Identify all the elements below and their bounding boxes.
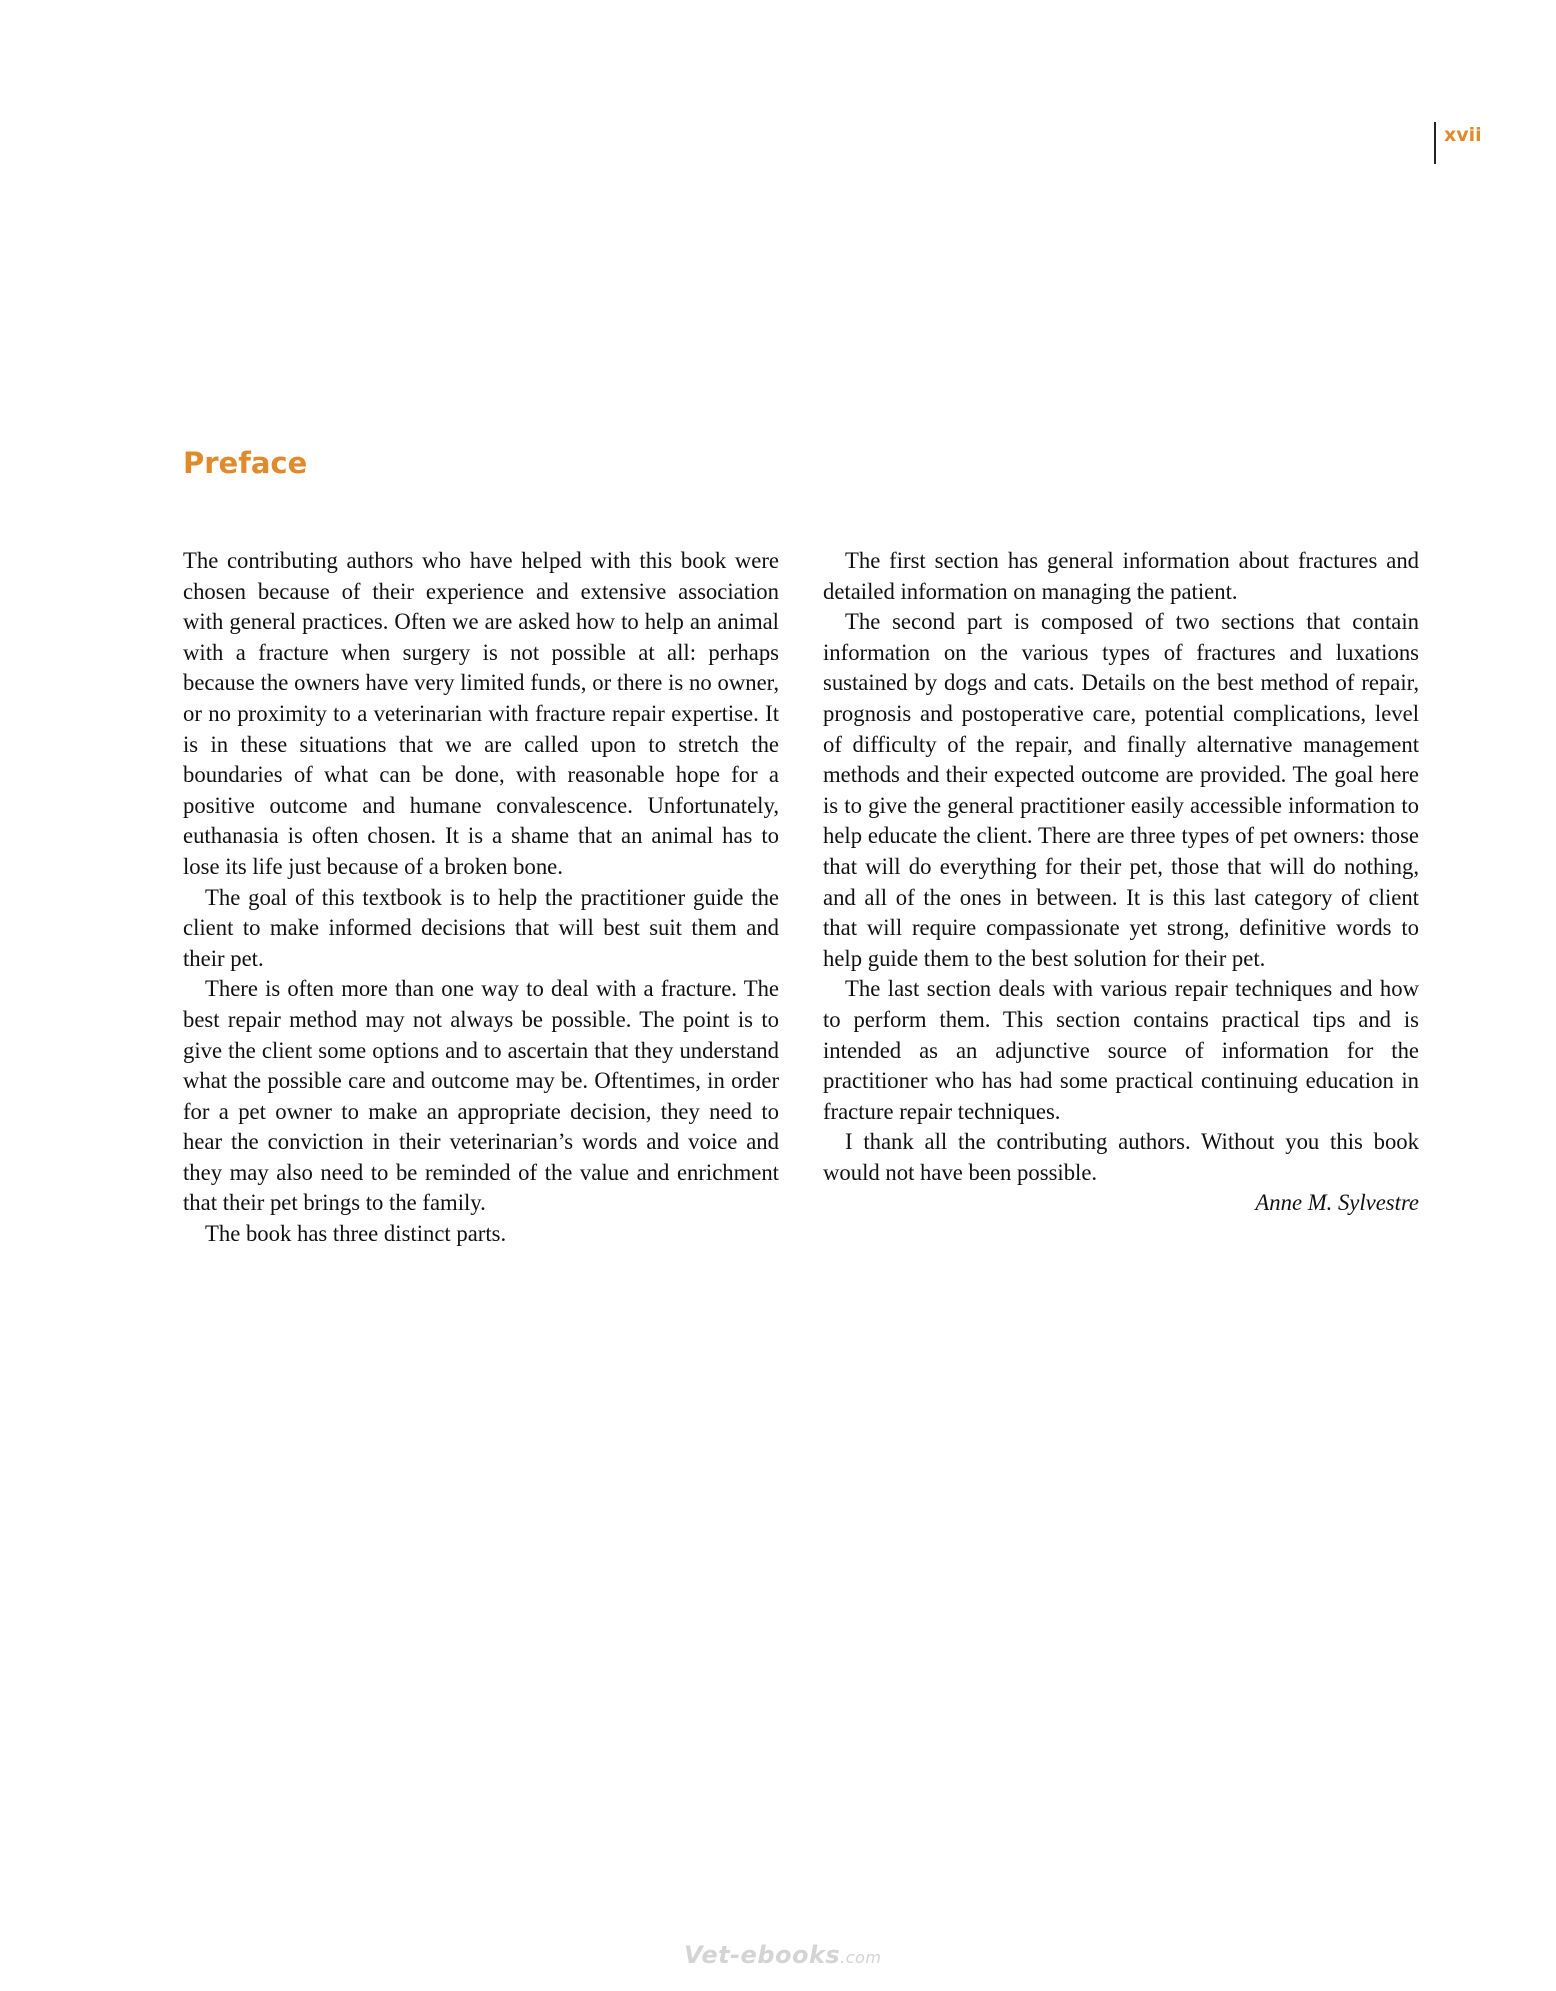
watermark-logo bbox=[684, 1941, 881, 1969]
right-column bbox=[823, 546, 1419, 1219]
body-paragraph: The last section deals with various repair techniques and how to perform them. This section contains practical tips and is intended as an adjunctive source of information for the practitioner who has had some practical continuing education in fracture repair techniques. bbox=[823, 976, 1419, 1124]
body-paragraph: There is often more than one way to deal with a fracture. The best repair method may not always be possible. The point is to give the client some options and to ascertain that they understand what the possible care and outcome may be. Oftentimes, in order for a pet owner to make an appropriate decision, they need to hear the conviction in their veterinarian’s words and voice and they may also need to be reminded of the value and enrichment that their pet brings to the family. bbox=[183, 976, 779, 1216]
author-signature: Anne M. Sylvestre bbox=[1255, 1190, 1419, 1216]
body-paragraph: The first section has general information about fractures and detailed information on managing the patient. bbox=[823, 548, 1419, 604]
page-number: xvii bbox=[1444, 124, 1482, 146]
watermark-suffix: .com bbox=[840, 1948, 882, 1967]
body-paragraph: The second part is composed of two sections that contain information on the various types of fractures and luxations sustained by dogs and cats. Details on the best method of repair, prognosis and postoperative care, potential complications, level of difficulty of the repair, and finally alternative management methods and their expected outcome are provided. The goal here is to give the general practitioner easily accessible information to help educate the client. There are three types of pet owners: those that will do everything for their pet, those that will do nothing, and all of the ones in between. It is this last category of client that will require compassionate yet strong, definitive words to help guide them to the best solution for their pet. bbox=[823, 609, 1419, 971]
body-paragraph: I thank all the contributing authors. Without you this book would not have been possible. bbox=[823, 1129, 1419, 1185]
body-paragraph: The goal of this textbook is to help the practitioner guide the client to make informed decisions that will best suit them and their pet. bbox=[183, 884, 779, 971]
left-column bbox=[183, 546, 779, 1250]
section-title: Preface bbox=[183, 446, 308, 480]
page-number-rule bbox=[1434, 122, 1436, 164]
body-paragraph: The book has three distinct parts. bbox=[205, 1221, 507, 1247]
body-paragraph: The contributing authors who have helped with this book were chosen because of their experience and extensive association with general practices. Often we are asked how to help an animal with a fracture when surgery is not possible at all: perhaps because the owners have very limited funds, or there is no owner, or no proximity to a veterinarian with fracture repair expertise. It is in these situations that we are called upon to stretch the boundaries of what can be done, with reasonable hope for a positive outcome and humane convalescence. Unfortunately, euthanasia is often chosen. It is a shame that an animal has to lose its life just because of a broken bone. bbox=[183, 548, 779, 879]
watermark-main: Vet-ebooks bbox=[684, 1941, 841, 1969]
